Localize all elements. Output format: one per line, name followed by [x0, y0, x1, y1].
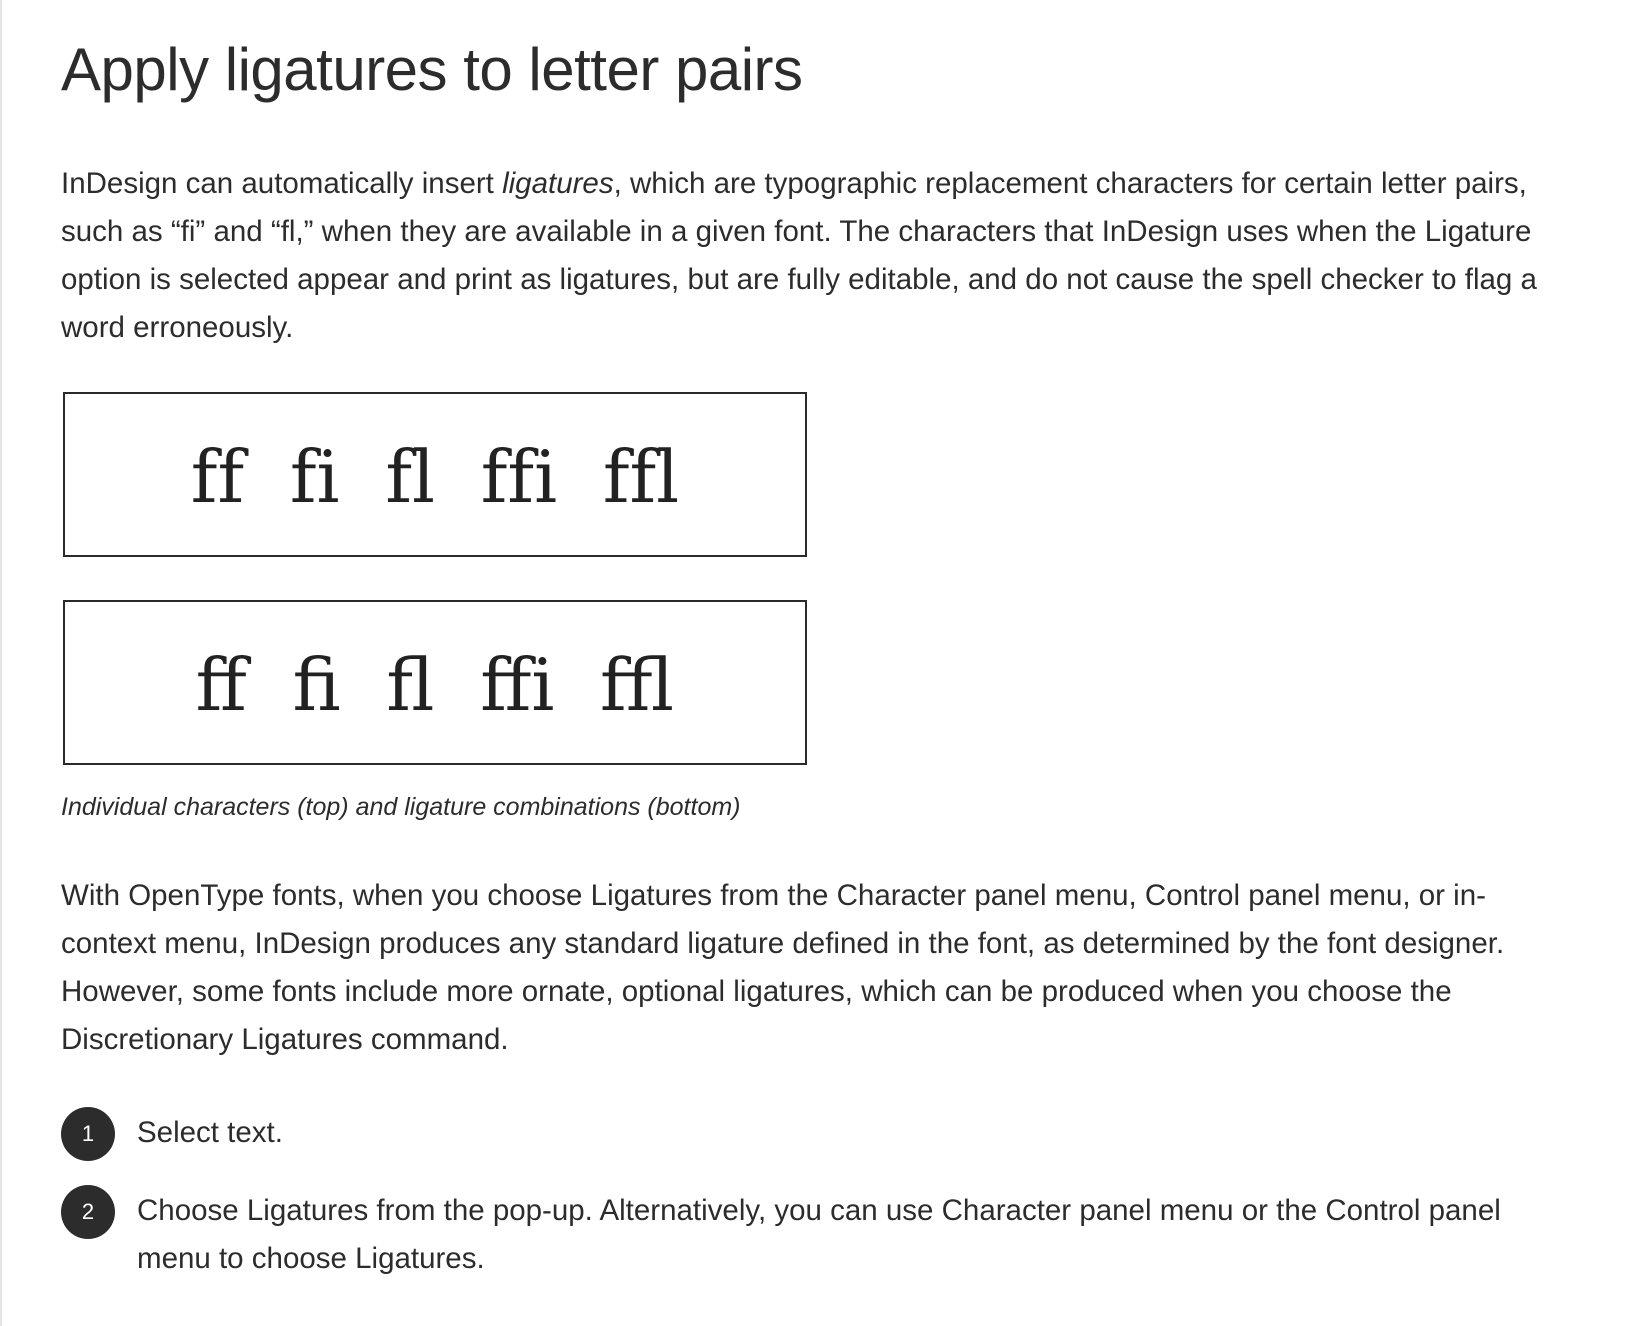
intro-text-start: InDesign can automatically insert	[61, 167, 503, 200]
step-number-badge: 1	[61, 1107, 115, 1161]
ligature-combinations-sample: ff fi fl ffi ffl	[195, 642, 675, 727]
step-text: Select text.	[137, 1116, 283, 1149]
intro-text-end: , which are typographic replacement characters for certain letter pairs, such as “fi” and “fl,” when they are available in a given font. The characters that InDesign uses when the Ligature option is selected appear and print as ligatures, but are fully editable, and do not cause the spell checker to flag a word erroneously.	[61, 167, 1537, 344]
opentype-paragraph: With OpenType fonts, when you choose Ligatures from the Character panel menu, Control panel menu, or in-context menu, InDesign produces any standard ligature defined in the font, as determined by the font designer. However, some fonts include more ornate, optional ligatures, which can be produced when you choose the Discretionary Ligatures command.	[61, 879, 1505, 1056]
page-left-border	[0, 0, 2, 1326]
ligature-combinations-figure	[63, 600, 807, 765]
figure-caption: Individual characters (top) and ligature combinations (bottom)	[61, 793, 741, 821]
step-number-badge: 2	[61, 1185, 115, 1239]
page-title: Apply ligatures to letter pairs	[61, 36, 803, 103]
individual-characters-figure	[63, 392, 807, 557]
individual-characters-sample: ff fi fl ffi ffl	[190, 434, 680, 519]
intro-paragraph	[61, 160, 1541, 352]
intro-emphasis: ligatures	[502, 167, 614, 200]
step-text: Choose Ligatures from the pop-up. Alternatively, you can use Character panel menu or the Control panel menu to choose Ligatures.	[137, 1194, 1501, 1275]
